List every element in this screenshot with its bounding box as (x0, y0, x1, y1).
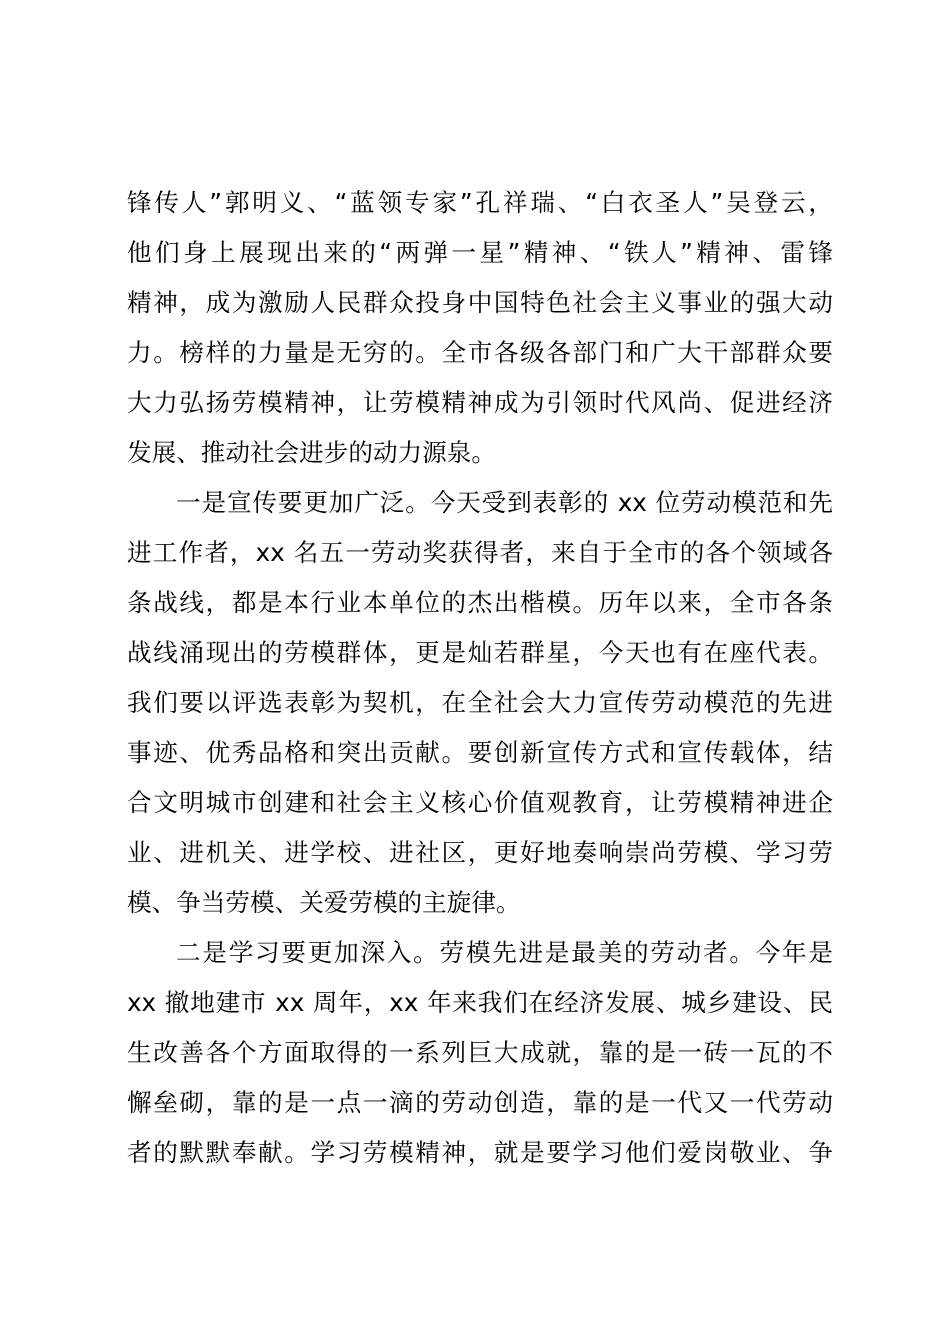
paragraph-first-line: 一是宣传要更加广泛。今天受到表彰的 xx 位劳动模范和先 (176, 488, 833, 517)
text-line: 战线涌现出的劳模群体，更是灿若群星，今天也有在座代表。 (127, 638, 833, 667)
text-line: 我们要以评选表彰为契机，在全社会大力宣传劳动模范的先进 (127, 688, 833, 717)
text-line: 业、进机关、进学校、进社区，更好地奏响崇尚劳模、学习劳 (127, 838, 833, 867)
text-line: 精神，成为激励人民群众投身中国特色社会主义事业的强大动 (127, 288, 833, 317)
text-line: 条战线，都是本行业本单位的杰出楷模。历年以来，全市各条 (127, 588, 833, 617)
text-line: 合文明城市创建和社会主义核心价值观教育，让劳模精神进企 (127, 788, 833, 817)
text-line: 进工作者，xx 名五一劳动奖获得者，来自于全市的各个领域各 (127, 538, 833, 567)
text-line: xx 撤地建市 xx 周年，xx 年来我们在经济发展、城乡建设、民 (127, 988, 833, 1017)
text-line: 发展、推动社会进步的动力源泉。 (127, 438, 496, 467)
text-line: 大力弘扬劳模精神，让劳模精神成为引领时代风尚、促进经济 (127, 388, 833, 417)
text-line: 模、争当劳模、关爱劳模的主旋律。 (127, 888, 521, 917)
text-line: 生改善各个方面取得的一系列巨大成就，靠的是一砖一瓦的不 (127, 1038, 833, 1067)
paragraph-first-line: 二是学习要更加深入。劳模先进是最美的劳动者。今年是 (176, 938, 833, 967)
text-line: 者的默默奉献。学习劳模精神，就是要学习他们爱岗敬业、争 (127, 1138, 833, 1167)
text-line: 锋传人”郭明义、“蓝领专家”孔祥瑞、“白衣圣人”吴登云， (127, 188, 833, 217)
text-line: 事迹、优秀品格和突出贡献。要创新宣传方式和宣传载体，结 (127, 738, 833, 767)
body-text (127, 178, 833, 1178)
text-line: 他们身上展现出来的“两弹一星”精神、“铁人”精神、雷锋 (127, 238, 833, 267)
text-line: 力。榜样的力量是无穷的。全市各级各部门和广大干部群众要 (127, 338, 833, 367)
text-line: 懈垒砌，靠的是一点一滴的劳动创造，靠的是一代又一代劳动 (127, 1088, 833, 1117)
